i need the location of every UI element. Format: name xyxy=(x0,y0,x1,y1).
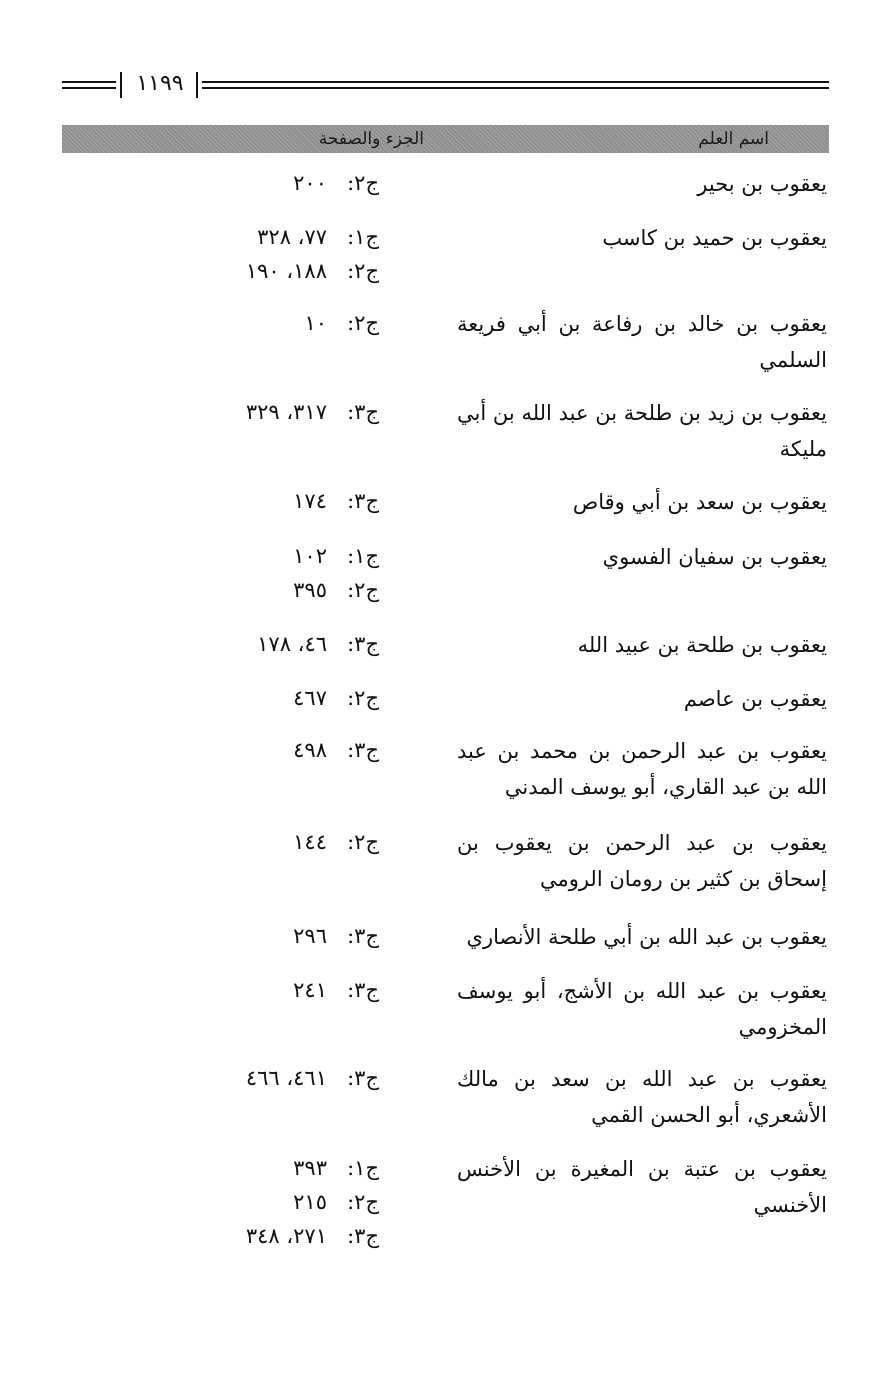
volume-page-ref xyxy=(189,1219,379,1253)
page-numbers: ٢٠٠ xyxy=(293,171,327,195)
volume-page-refs xyxy=(189,733,379,767)
name-column-header: اسم العلم xyxy=(698,129,769,149)
person-name: يعقوب بن سعد بن أبي وقاص xyxy=(572,490,827,514)
page-numbers: ٤٦٧ xyxy=(293,686,327,710)
volume-page-ref xyxy=(189,627,379,661)
volume-label: ج٣: xyxy=(347,400,379,424)
volume-page-ref xyxy=(189,395,379,429)
person-name: يعقوب بن سفيان الفسوي xyxy=(602,545,827,569)
volume-label: ج٢: xyxy=(347,259,379,283)
volume-page-ref xyxy=(189,973,379,1007)
volume-page-ref xyxy=(189,220,379,254)
person-name: يعقوب بن خالد بن رفاعة بن أبي فريعة السلمي xyxy=(457,312,827,372)
volume-page-refs xyxy=(189,919,379,953)
volume-page-column-header: الجزء والصفحة xyxy=(318,129,424,149)
page-numbers: ٤٦، ١٧٨ xyxy=(257,632,327,656)
volume-page-refs xyxy=(189,166,379,200)
volume-page-refs xyxy=(189,395,379,429)
volume-page-refs xyxy=(189,681,379,715)
volume-label: ج٣: xyxy=(347,924,379,948)
volume-label: ج٣: xyxy=(347,489,379,513)
person-name: يعقوب بن طلحة بن عبيد الله xyxy=(577,633,827,657)
page-numbers: ١٤٤ xyxy=(293,830,327,854)
volume-page-ref xyxy=(189,306,379,340)
volume-page-refs xyxy=(189,306,379,340)
page-numbers: ٢٤١ xyxy=(293,978,327,1002)
page-numbers: ٣١٧، ٣٢٩ xyxy=(245,400,327,424)
page-numbers: ٢١٥ xyxy=(293,1190,327,1214)
volume-page-ref xyxy=(189,166,379,200)
person-name: يعقوب بن حميد بن كاسب xyxy=(602,226,827,250)
person-name: يعقوب بن بحير xyxy=(697,172,827,196)
volume-label: ج٣: xyxy=(347,738,379,762)
page-numbers: ٤٩٨ xyxy=(293,738,327,762)
person-name: يعقوب بن عبد الرحمن بن محمد بن عبد الله بن عبد القاري، أبو يوسف المدني xyxy=(457,739,827,799)
page-numbers: ٣٩٣ xyxy=(293,1156,327,1180)
person-name: يعقوب بن عبد الله بن الأشج، أبو يوسف المخزومي xyxy=(457,979,827,1039)
volume-page-ref xyxy=(189,919,379,953)
volume-label: ج٣: xyxy=(347,632,379,656)
volume-label: ج٣: xyxy=(347,978,379,1002)
person-name: يعقوب بن عتبة بن المغيرة بن الأخنس الأخنسي xyxy=(457,1157,827,1217)
volume-page-refs xyxy=(189,825,379,859)
volume-page-refs xyxy=(189,539,379,607)
page-numbers: ١٨٨، ١٩٠ xyxy=(245,259,327,283)
page-numbers: ٣٩٥ xyxy=(293,578,327,602)
person-name: يعقوب بن عبد الله بن سعد بن مالك الأشعري، أبو الحسن القمي xyxy=(457,1067,827,1127)
volume-label: ج٢: xyxy=(347,311,379,335)
volume-page-ref xyxy=(189,733,379,767)
volume-page-refs xyxy=(189,973,379,1007)
page-number: ١١٩٩ xyxy=(136,71,184,96)
page-numbers: ١٠ xyxy=(304,311,327,335)
volume-label: ج٣: xyxy=(347,1224,379,1248)
volume-page-refs xyxy=(189,1151,379,1253)
volume-page-ref xyxy=(189,573,379,607)
volume-page-refs xyxy=(189,627,379,661)
volume-page-refs xyxy=(189,220,379,288)
volume-page-ref xyxy=(189,254,379,288)
volume-label: ج٢: xyxy=(347,1190,379,1214)
page-numbers: ٢٧١، ٣٤٨ xyxy=(245,1224,327,1248)
volume-page-ref xyxy=(189,1185,379,1219)
person-name: يعقوب بن زيد بن طلحة بن عبد الله بن أبي مليكة xyxy=(457,401,827,461)
page-numbers: ١٧٤ xyxy=(293,489,327,513)
volume-page-ref xyxy=(189,681,379,715)
volume-label: ج١: xyxy=(347,544,379,568)
page-numbers: ٧٧، ٣٢٨ xyxy=(257,225,327,249)
page-numbers: ٢٩٦ xyxy=(293,924,327,948)
volume-label: ج١: xyxy=(347,1156,379,1180)
person-name: يعقوب بن عبد الرحمن بن يعقوب بن إسحاق بن كثير بن رومان الرومي xyxy=(457,831,827,891)
page-numbers: ١٠٢ xyxy=(293,544,327,568)
volume-page-refs xyxy=(189,1061,379,1095)
volume-label: ج٢: xyxy=(347,578,379,602)
volume-page-ref xyxy=(189,1151,379,1185)
volume-label: ج٣: xyxy=(347,1066,379,1090)
page-numbers: ٤٦١، ٤٦٦ xyxy=(245,1066,327,1090)
volume-page-refs xyxy=(189,484,379,518)
person-name: يعقوب بن عبد الله بن أبي طلحة الأنصاري xyxy=(466,925,827,949)
volume-page-ref xyxy=(189,825,379,859)
volume-label: ج٢: xyxy=(347,686,379,710)
volume-page-ref xyxy=(189,1061,379,1095)
person-name: يعقوب بن عاصم xyxy=(683,687,827,711)
volume-label: ج٢: xyxy=(347,830,379,854)
volume-page-ref xyxy=(189,539,379,573)
volume-label: ج٢: xyxy=(347,171,379,195)
volume-label: ج١: xyxy=(347,225,379,249)
volume-page-ref xyxy=(189,484,379,518)
